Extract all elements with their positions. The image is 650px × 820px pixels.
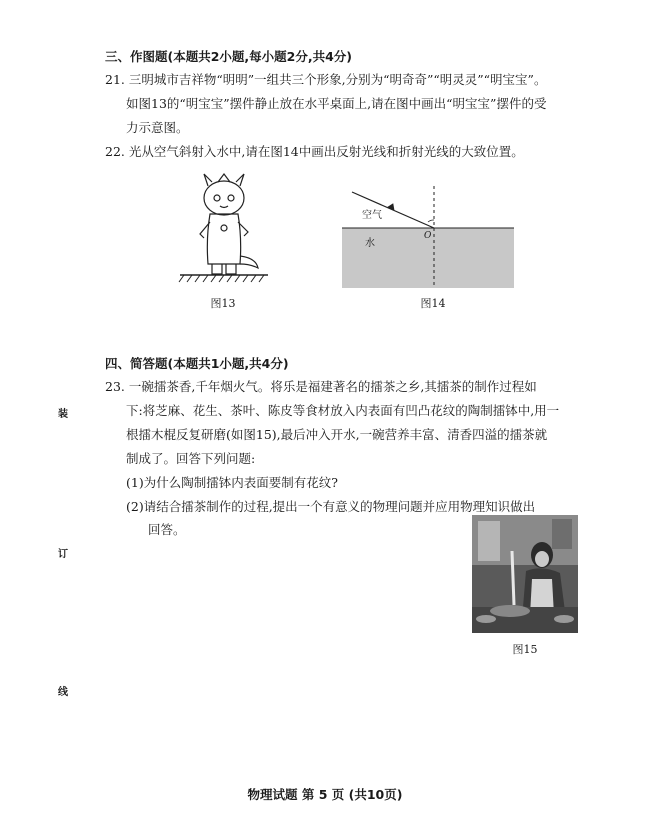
figure-14-water-label: 水 xyxy=(365,238,375,249)
section4-heading: 四、简答题(本题共1小题,共4分) xyxy=(105,356,289,371)
figure-14-caption: 图14 xyxy=(420,297,446,310)
figure-14-point-label: O xyxy=(424,231,432,241)
q23-line4: 制成了。回答下列问题: xyxy=(126,451,256,466)
q22-line1: 22. 光从空气斜射入水中,请在图14中画出反射光线和折射光线的大致位置。 xyxy=(105,144,524,159)
q23-sub2-line1: (2)请结合擂茶制作的过程,提出一个有意义的物理问题并应用物理知识做出 xyxy=(126,499,536,514)
figure-13-caption: 图13 xyxy=(210,297,236,310)
figure-15-photo xyxy=(472,515,578,633)
section3-heading: 三、作图题(本题共2小题,每小题2分,共4分) xyxy=(105,49,353,64)
figure-14-air-label: 空气 xyxy=(362,210,382,221)
margin-mark-xian: 线 xyxy=(58,687,68,698)
q21-line3: 力示意图。 xyxy=(126,120,189,135)
q23-line3: 根擂木棍反复研磨(如图15),最后冲入开水,一碗营养丰富、清香四溢的擂茶就 xyxy=(126,427,548,442)
figure-15-caption: 图15 xyxy=(512,643,538,656)
figure-13-mascot xyxy=(178,168,270,286)
q23-line1: 23. 一碗擂茶香,千年烟火气。将乐是福建著名的擂茶之乡,其擂茶的制作过程如 xyxy=(105,379,537,394)
q21-line2: 如图13的“明宝宝”摆件静止放在水平桌面上,请在图中画出“明宝宝”摆件的受 xyxy=(126,96,547,111)
q23-sub2-line2: 回答。 xyxy=(148,522,186,537)
q23-line2: 下:将芝麻、花生、茶叶、陈皮等食材放入内表面有凹凸花纹的陶制擂钵中,用一 xyxy=(126,403,560,418)
q21-line1: 21. 三明城市吉祥物“明明”一组共三个形象,分别为“明奇奇”“明灵灵”“明宝宝”。 xyxy=(105,72,547,87)
margin-mark-zhuang: 装 xyxy=(58,409,68,420)
page-footer: 物理试题 第 5 页 (共10页) xyxy=(247,787,403,802)
margin-mark-ding: 订 xyxy=(58,549,68,560)
q23-sub1: (1)为什么陶制擂钵内表面要制有花纹? xyxy=(126,475,338,490)
